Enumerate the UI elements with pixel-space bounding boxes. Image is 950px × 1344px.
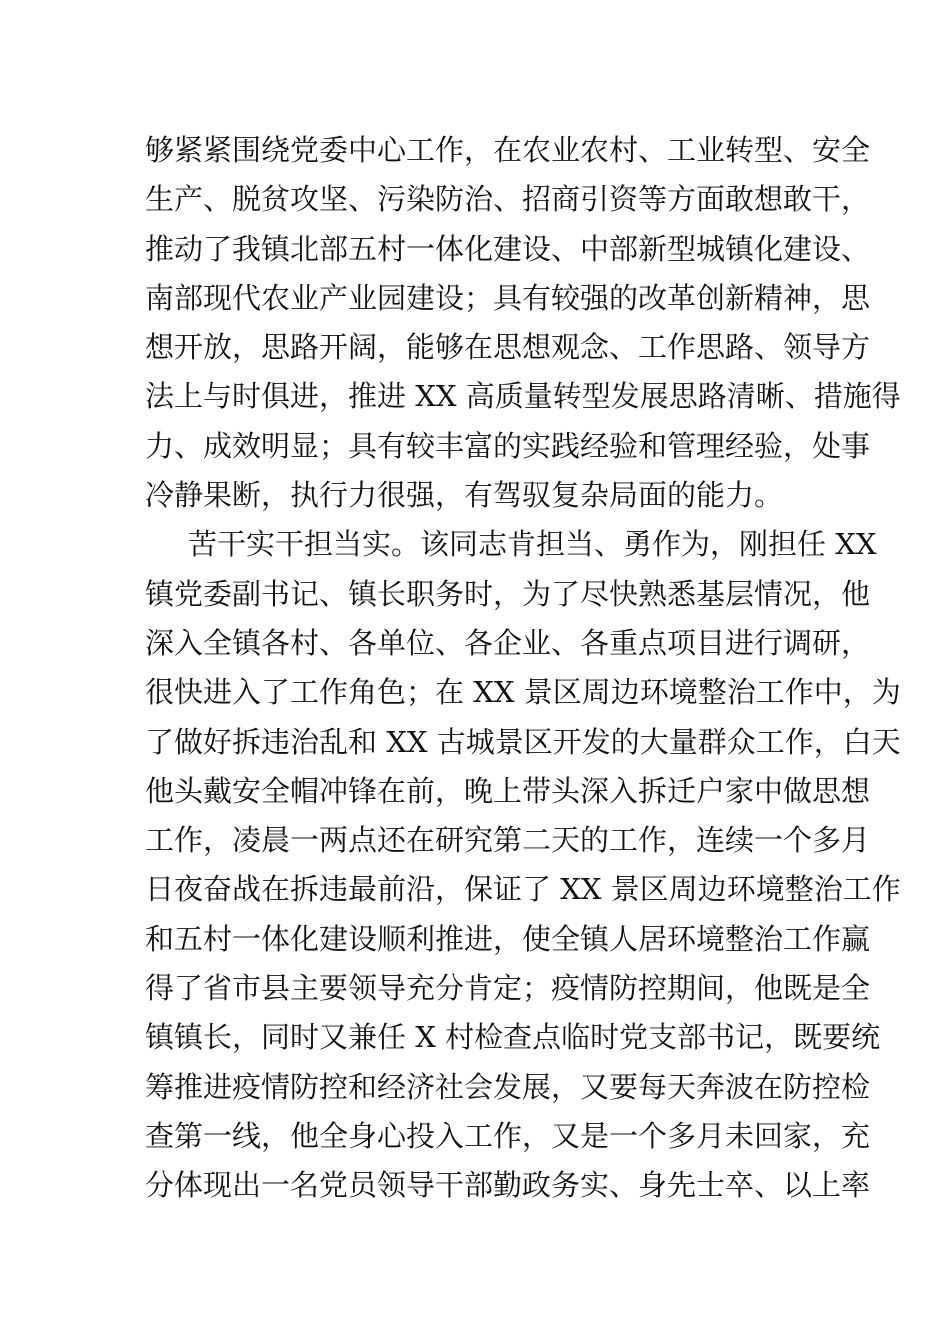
text-line: 工作，凌晨一两点还在研究第二天的工作，连续一个多月 bbox=[145, 823, 871, 858]
text-line: 分体现出一名党员领导干部勤政务实、身先士卒、以上率 bbox=[145, 1168, 871, 1203]
text-line: 查第一线，他全身心投入工作，又是一个多月未回家，充 bbox=[145, 1118, 871, 1153]
text-line: 镇党委副书记、镇长职务时，为了尽快熟悉基层情况，他 bbox=[145, 576, 871, 611]
text-line: 南部现代农业产业园建设；具有较强的改革创新精神，思 bbox=[145, 280, 871, 315]
text-line: 很快进入了工作角色；在 XX 景区周边环境整治工作中，为 bbox=[145, 675, 901, 710]
text-line: 够紧紧围绕党委中心工作，在农业农村、工业转型、安全 bbox=[145, 133, 871, 167]
text-line: 法上与时俱进，推进 XX 高质量转型发展思路清晰、措施得 bbox=[145, 379, 901, 414]
text-line: 推动了我镇北部五村一体化建设、中部新型城镇化建设、 bbox=[145, 231, 871, 266]
text-line: 力、成效明显；具有较丰富的实践经验和管理经验，处事 bbox=[145, 428, 871, 463]
text-line: 了做好拆违治乱和 XX 古城景区开发的大量群众工作，白天 bbox=[145, 724, 901, 759]
text-line: 和五村一体化建设顺利推进，使全镇人居环境整治工作赢 bbox=[145, 921, 871, 956]
text-line: 冷静果断，执行力很强，有驾驭复杂局面的能力。 bbox=[145, 478, 784, 513]
paragraph-start-line: 苦干实干担当实。该同志肯担当、勇作为，刚担任 XX bbox=[188, 527, 877, 562]
text-line: 镇镇长，同时又兼任 X 村检查点临时党支部书记，既要统 bbox=[145, 1020, 881, 1055]
text-line: 筹推进疫情防控和经济社会发展，又要每天奔波在防控检 bbox=[145, 1069, 871, 1104]
text-line: 得了省市县主要领导充分肯定；疫情防控期间，他既是全 bbox=[145, 971, 871, 1006]
text-line: 生产、脱贫攻坚、污染防治、招商引资等方面敢想敢干， bbox=[145, 182, 871, 217]
body-text bbox=[145, 126, 901, 1211]
text-line: 日夜奋战在拆违最前沿，保证了 XX 景区周边环境整治工作 bbox=[145, 872, 901, 907]
text-line: 深入全镇各村、各单位、各企业、各重点项目进行调研， bbox=[145, 625, 871, 660]
text-line: 想开放，思路开阔，能够在思想观念、工作思路、领导方 bbox=[145, 330, 871, 365]
text-line: 他头戴安全帽冲锋在前，晚上带头深入拆迁户家中做思想 bbox=[145, 773, 871, 808]
